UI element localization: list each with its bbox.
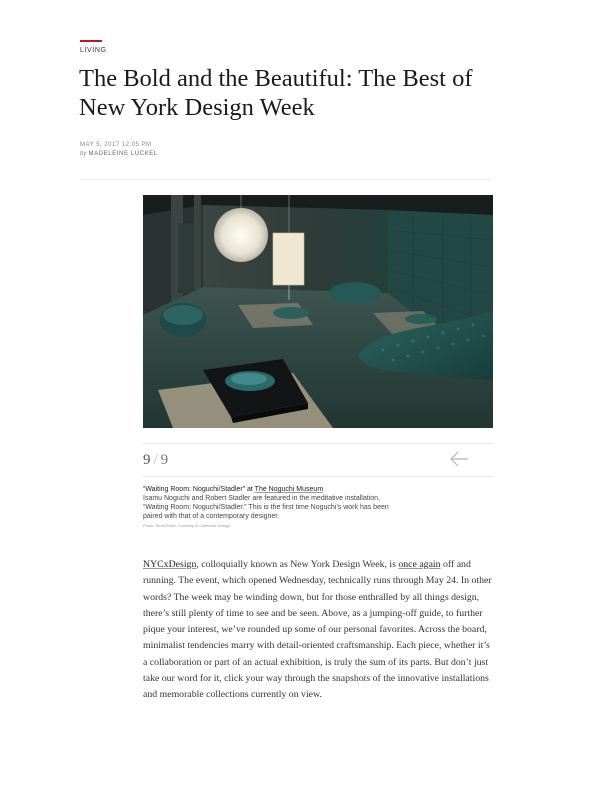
photo-caption — [143, 485, 403, 529]
pager-separator: / — [153, 452, 158, 468]
dateline: MAY 5, 2017 12:05 PM — [80, 142, 152, 148]
header-divider — [80, 179, 492, 180]
article-meta — [80, 141, 158, 159]
caption-museum-link[interactable]: The Noguchi Museum — [254, 486, 324, 493]
section-label-living[interactable]: LIVING — [80, 47, 107, 54]
article-headline: The Bold and the Beautiful: The Best of New York Design Week — [79, 65, 473, 121]
body-text-1: , colloquially known as New York Design Week, is — [196, 559, 399, 570]
pager-total: 9 — [160, 452, 169, 468]
gallery-photo[interactable] — [143, 195, 493, 428]
photo-credit: Photo: Scott Rudd, Courtesy of Collective Design — [143, 523, 231, 528]
gallery-pager — [143, 452, 168, 469]
pager-current: 9 — [143, 452, 151, 468]
caption-title-text: “Waiting Room: Noguchi/Stadler” at — [143, 486, 255, 493]
byline — [80, 150, 158, 159]
caption-text: Isamu Noguchi and Robert Stadler are featured in the meditative installation, “Waiting Room: Noguchi/Stadler.” This is the first time Noguchi’s work has been paired with that of a contemporary designer. — [143, 495, 389, 520]
once-again-link[interactable]: once again — [398, 559, 441, 570]
pager-bottom-rule — [143, 476, 493, 477]
byline-prefix: by — [80, 151, 87, 157]
author-name[interactable]: MADELEINE LUCKEL — [88, 151, 158, 157]
section-accent-rule — [80, 40, 102, 42]
nycxdesign-link[interactable]: NYCxDesign — [143, 559, 197, 570]
arrow-left-icon[interactable] — [449, 451, 469, 467]
article-body — [143, 557, 495, 704]
pager-top-rule — [143, 443, 493, 444]
caption-title — [143, 485, 403, 494]
body-text-2: off and running. The event, which opened Wednesday, technically runs through May 24. In other words? The week may be winding down, but for those enthralled by all things design, there’s still plenty of time to see and be seen. Above, as a jumping-off guide, to further pique your interest, we’ve rounded up some of our personal favorites. Across the board, minimalist tendencies marry with detail-oriented craftsmanship. Each piece, whether it’s a collaboration or part of an actual exhibition, is truly the sum of its parts. But don’t just take our word for it, click your way through the snapshots of the innovative installations and memorable collections currently on view. — [143, 559, 492, 701]
